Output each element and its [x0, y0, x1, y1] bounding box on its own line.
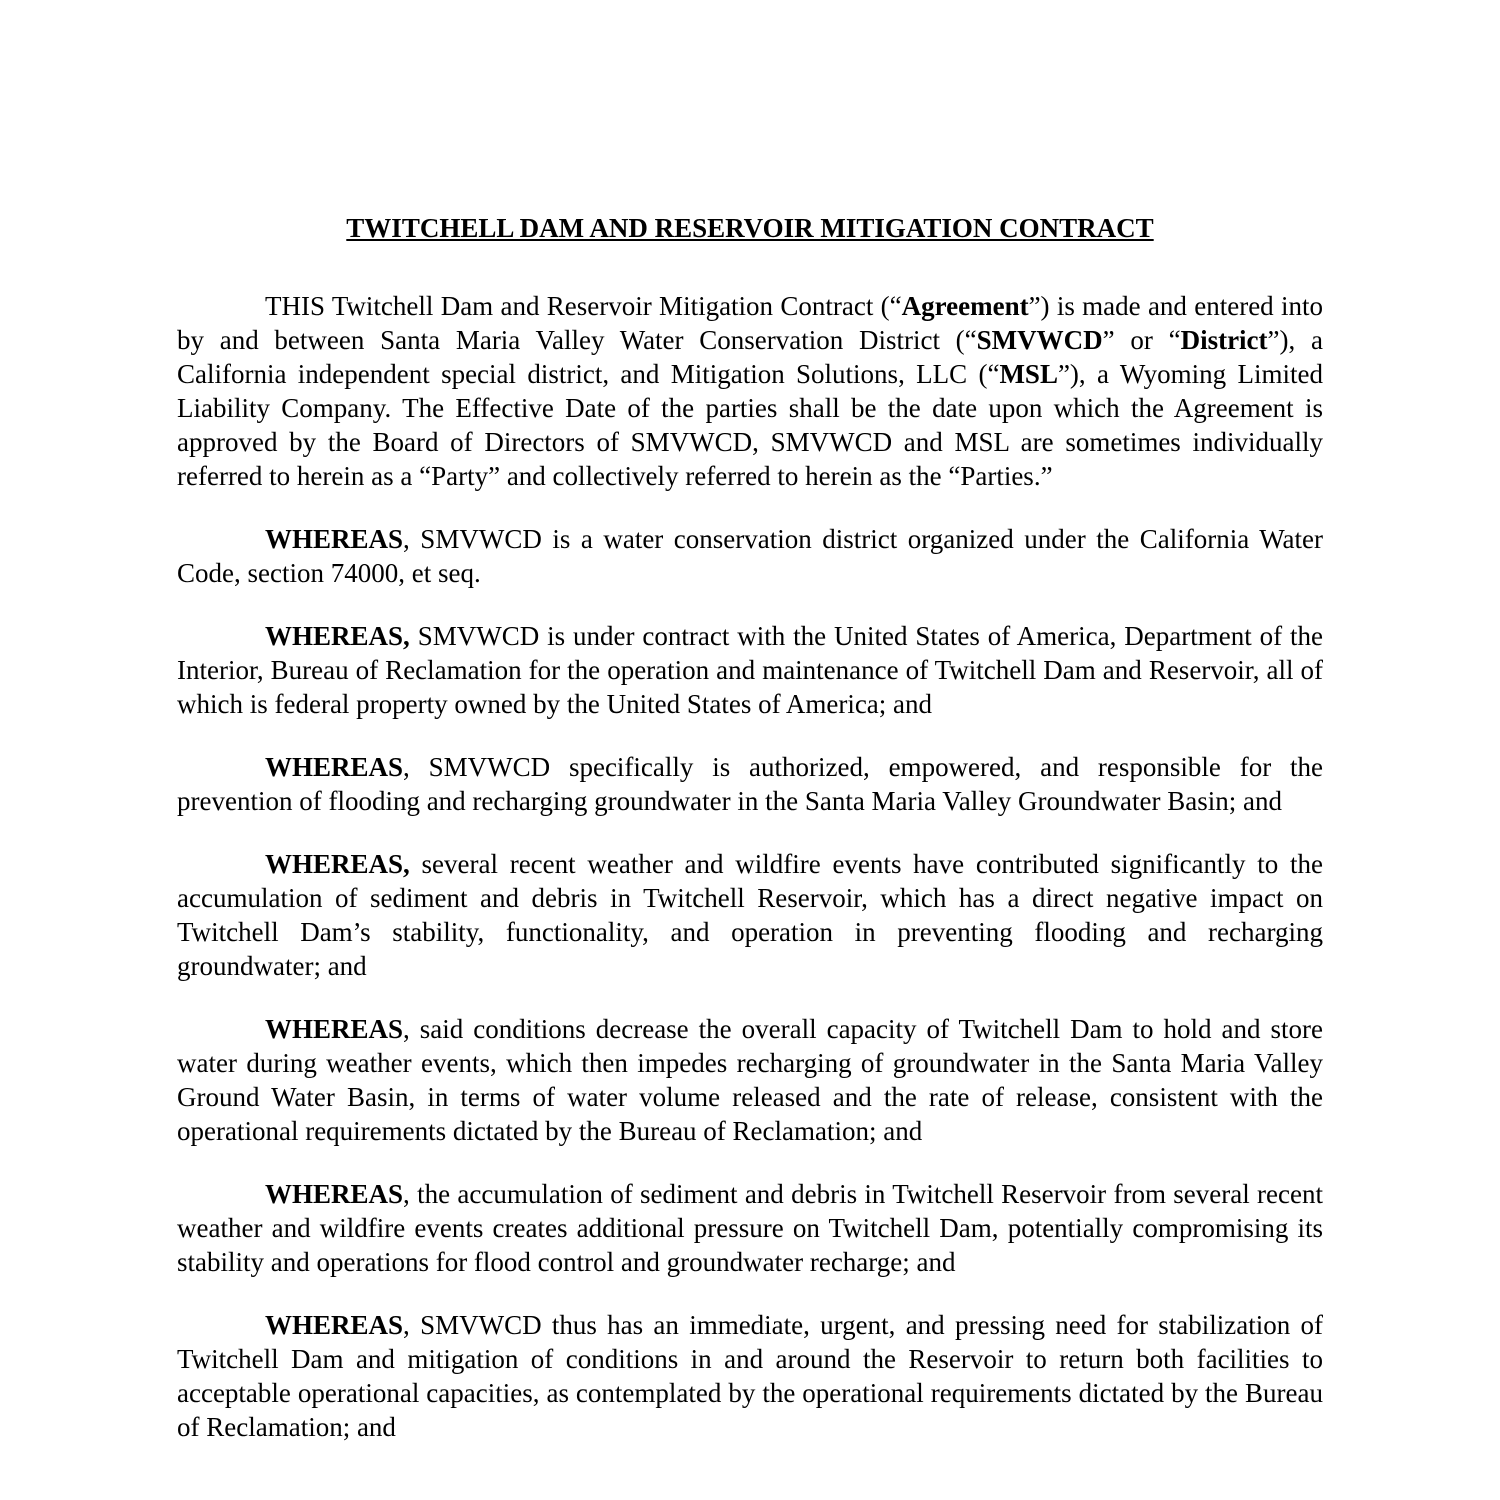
paragraph-text: ”), a California independent special district, and Mitigation Solutions, LLC (“ [177, 325, 1323, 389]
recital-paragraph [177, 1177, 1323, 1279]
paragraph-text: , SMVWCD thus has an immediate, urgent, and pressing need for stabilization of Twitchell Dam and mitigation of conditions in and around the Reservoir to return both facilities to acceptable operational capacities, as contemplated by the operational requirements dictated by the Bureau of Reclamation; and [177, 1310, 1323, 1442]
paragraph-text: THIS Twitchell Dam and Reservoir Mitigation Contract (“ [265, 291, 902, 321]
defined-term: WHEREAS, [265, 849, 410, 879]
recital-paragraph [177, 1012, 1323, 1148]
recital-paragraph [177, 522, 1323, 590]
paragraph-text: , the accumulation of sediment and debris in Twitchell Reservoir from several recent weather and wildfire events creates additional pressure on Twitchell Dam, potentially compromising its stability and operations for flood control and groundwater recharge; and [177, 1179, 1323, 1277]
defined-term: WHEREAS [265, 1014, 404, 1044]
defined-term: WHEREAS [265, 752, 404, 782]
defined-term: Agreement [901, 291, 1029, 321]
defined-term: District [1180, 325, 1268, 355]
recital-paragraph [177, 619, 1323, 721]
paragraph-text: SMVWCD is under contract with the United States of America, Department of the Interior, Bureau of Reclamation for the operation and maintenance of Twitchell Dam and Reservoir, all of which is federal property owned by the United States of America; and [177, 621, 1323, 719]
paragraph-text: several recent weather and wildfire events have contributed significantly to the accumulation of sediment and debris in Twitchell Reservoir, which has a direct negative impact on Twitchell Dam’s stability, functionality, and operation in preventing flooding and recharging groundwater; and [177, 849, 1323, 981]
paragraph-text: , SMVWCD is a water conservation district organized under the California Water Code, section 74000, et seq. [177, 524, 1323, 588]
defined-term: WHEREAS [265, 1179, 404, 1209]
recital-paragraph [177, 1308, 1323, 1444]
defined-term: WHEREAS, [265, 621, 410, 651]
paragraph-text: , SMVWCD specifically is authorized, empowered, and responsible for the prevention of flooding and recharging groundwater in the Santa Maria Valley Groundwater Basin; and [177, 752, 1323, 816]
paragraph-text: , said conditions decrease the overall capacity of Twitchell Dam to hold and store water during weather events, which then impedes recharging of groundwater in the Santa Maria Valley Ground Water Basin, in terms of water volume released and the rate of release, consistent with the operational requirements dictated by the Bureau of Reclamation; and [177, 1014, 1323, 1146]
defined-term: WHEREAS [265, 524, 404, 554]
preamble-paragraph [177, 289, 1323, 493]
defined-term: WHEREAS [265, 1310, 404, 1340]
paragraph-text: ”) is made and entered into by and between Santa Maria Valley Water Conservation District (“ [177, 291, 1323, 355]
paragraph-text: ” or “ [1102, 325, 1181, 355]
defined-term: MSL [999, 359, 1058, 389]
document-page [177, 211, 1323, 1473]
paragraph-text: ”), a Wyoming Limited Liability Company. The Effective Date of the parties shall be the date upon which the Agreement is approved by the Board of Directors of SMVWCD, SMVWCD and MSL are sometimes individually referred to herein as a “Party” and collectively referred to herein as the “Parties.” [177, 359, 1323, 491]
recital-paragraph [177, 750, 1323, 818]
defined-term: SMVWCD [976, 325, 1103, 355]
document-body [177, 289, 1323, 1444]
recital-paragraph [177, 847, 1323, 983]
document-title: TWITCHELL DAM AND RESERVOIR MITIGATION CONTRACT [346, 213, 1154, 243]
